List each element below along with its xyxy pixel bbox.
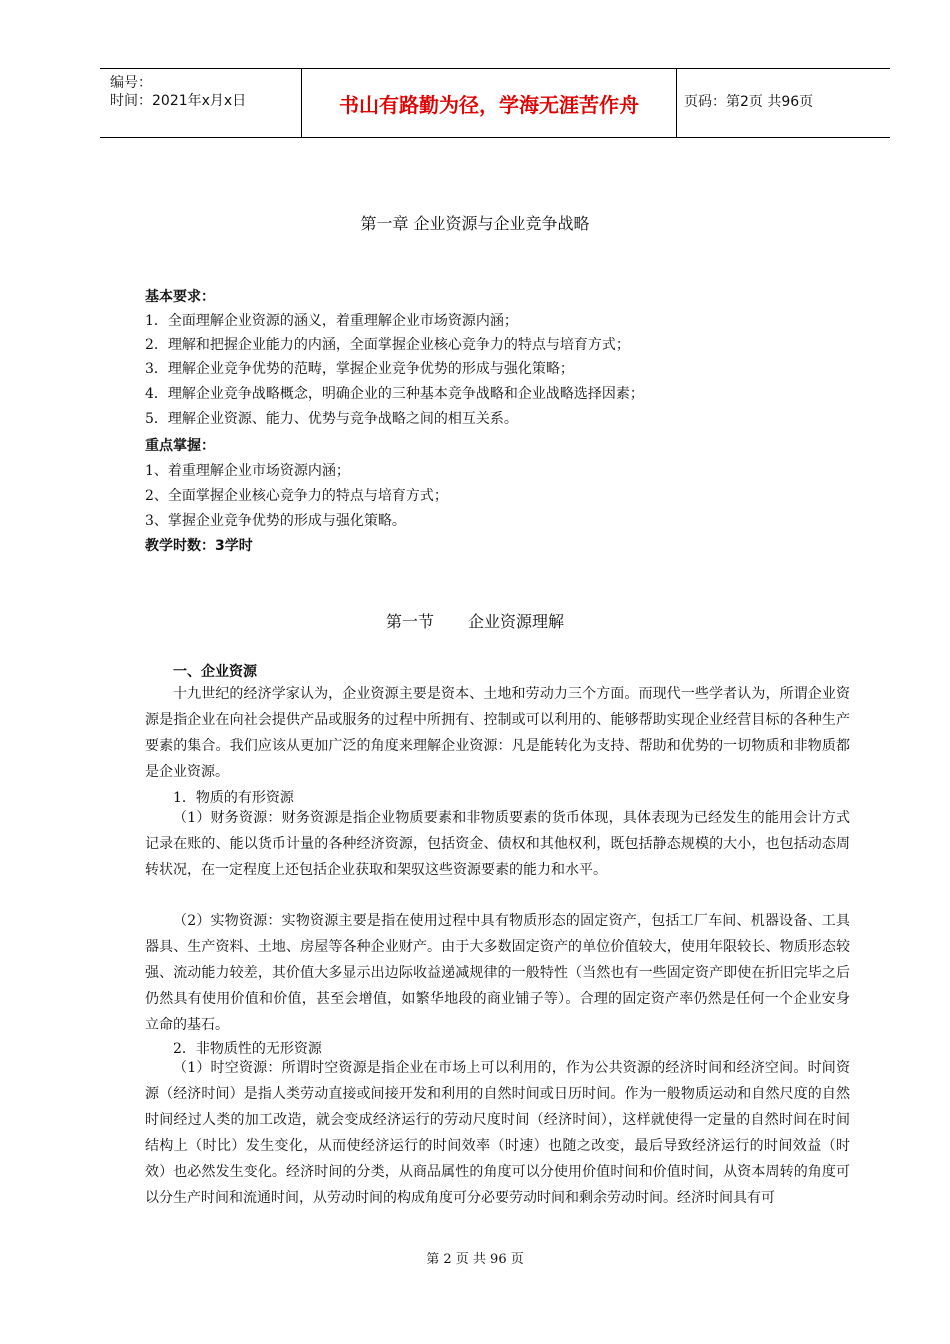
- header-number-label: 编号：: [110, 75, 152, 91]
- header-time-label: 时间：2021年x月x日: [110, 93, 247, 109]
- chapter-title: 第一章 企业资源与企业竞争战略: [360, 214, 590, 233]
- spacetime-resources-paragraph: （1）时空资源：所谓时空资源是指企业在市场上可以利用的，作为公共资源的经济时间和经济空间。时间资源（经济时间）是指人类劳动直接或间接开发和利用的自然时间或日历时间。作为一般物质运动和自然尺度的自然时间经过人类的加工改造，就会变成经济运行的劳动尺度时间（经济时间），这样就使得一定量的自然时间在时间结构上（时比）发生变化，从而使经济运行的时间效率（时速）也随之改变，最后导致经济运行的时间效益（时效）也必然发生变化。经济时间的分类，从商品属性的角度可以分使用价值时间和价值时间，从资本周转的角度可以分生产时间和流通时间，从劳动时间的构成角度可分必要劳动时间和剩余劳动时间。经济时间具有可: [145, 1060, 850, 1206]
- physical-resources-paragraph: （2）实物资源：实物资源主要是指在使用过程中具有物质形态的固定资产，包括工厂车间、机器设备、工具器具、生产资料、土地、房屋等各种企业财产。由于大多数固定资产的单位价值较大，使用年限较长、物质形态较强、流动能力较差，其价值大多显示出边际收益递减规律的一般特性（当然也有一些固定资产即使在折旧完毕之后仍然具有使用价值和价值，甚至会增值，如繁华地段的商业铺子等）。合理的固定资产率仍然是任何一个企业安身立命的基石。: [145, 913, 850, 1033]
- financial-resources-paragraph: （1）财务资源：财务资源是指企业物质要素和非物质要素的货币体现，具体表现为已经发生的能用会计方式记录在账的、能以货币计量的各种经济资源，包括资金、债权和其他权利，既包括静态规模的大小，也包括动态周转状况，在一定程度上还包括企业获取和架驭这些资源要素的能力和水平。: [145, 810, 850, 878]
- requirement-item: 4．理解企业竞争战略概念，明确企业的三种基本竞争战略和企业战略选择因素；: [145, 386, 644, 402]
- requirements-heading: 基本要求：: [145, 289, 215, 305]
- requirement-item: 3．理解企业竞争优势的范畴，掌握企业竞争优势的形成与强化策略；: [145, 361, 574, 377]
- header-page-info: 页码：第2页 共96页: [684, 94, 814, 110]
- header-motto: 书山有路勤为径，学海无涯苦作舟: [339, 93, 639, 117]
- header-motto-cell: [301, 69, 677, 137]
- intro-paragraph: 十九世纪的经济学家认为，企业资源主要是资本、土地和劳动力三个方面。而现代一些学者认为，所谓企业资源是指企业在向社会提供产品或服务的过程中所拥有、控制或可以利用的、能够帮助实现企业经营目标的各种生产要素的集合。我们应该从更加广泛的角度来理解企业资源：凡是能转化为支持、帮助和优势的一切物质和非物质都是企业资源。: [145, 686, 850, 780]
- requirement-item: 2．理解和把握企业能力的内涵，全面掌握企业核心竞争力的特点与培育方式；: [145, 337, 630, 353]
- section-name: 企业资源理解: [468, 612, 565, 631]
- key-point-item: 3、掌握企业竞争优势的形成与强化策略。: [145, 513, 406, 529]
- page-footer: 第 2 页 共 96 页: [426, 1252, 524, 1267]
- teaching-hours: 教学时数：3学时: [145, 538, 253, 554]
- intangible-resources-heading: 2．非物质性的无形资源: [173, 1041, 322, 1057]
- key-point-item: 2、全面掌握企业核心竞争力的特点与培育方式；: [145, 488, 448, 504]
- key-point-item: 1、着重理解企业市场资源内涵；: [145, 463, 350, 479]
- section-number: 第一节: [385, 612, 434, 631]
- section-title: [0, 609, 950, 632]
- requirement-item: 1．全面理解企业资源的涵义，着重理解企业市场资源内涵；: [145, 313, 518, 329]
- tangible-resources-heading: 1．物质的有形资源: [173, 790, 294, 806]
- header-meta: [100, 69, 300, 137]
- requirement-item: 5．理解企业资源、能力、优势与竞争战略之间的相互关系。: [145, 411, 518, 427]
- key-points-heading: 重点掌握：: [145, 438, 215, 454]
- subsection-heading: 一、企业资源: [173, 664, 257, 680]
- document-header: [100, 68, 890, 138]
